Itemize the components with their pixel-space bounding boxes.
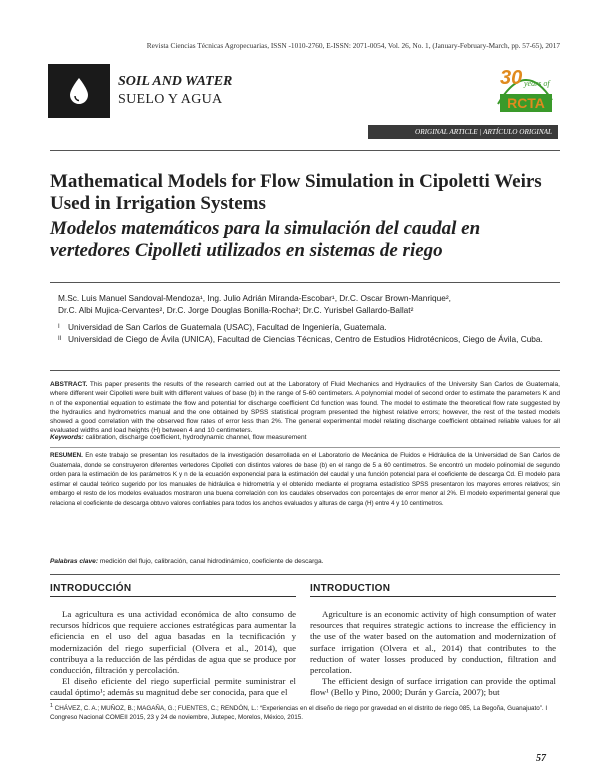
body-divider — [50, 574, 560, 575]
page-number: 57 — [536, 753, 546, 764]
resumen-label: RESUMEN. — [50, 452, 83, 459]
affiliation-text: Universidad de San Carlos de Guatemala (USAC), Facultad de Ingeniería, Guatemala. — [68, 322, 387, 332]
column-english — [310, 583, 556, 699]
keywords-text: calibration, discharge coefficient, hydrodynamic channel, flow measurement — [85, 434, 307, 441]
footnote-mark: 1 — [50, 703, 53, 709]
section-labels — [118, 74, 232, 108]
section-block — [48, 64, 232, 118]
introduccion-heading: INTRODUCCIÓN — [50, 583, 296, 597]
footnote — [50, 702, 550, 722]
introduccion-paragraph: El diseño eficiente del riego superficial permite suministrar el caudal óptimo¹; además su magnitud debe ser conocida, para que el — [50, 676, 296, 698]
rcta-30-years-logo — [494, 60, 556, 118]
title-divider — [50, 282, 560, 283]
column-spanish — [50, 583, 296, 699]
article-type-bar: ORIGINAL ARTICLE | ARTÍCULO ORIGINAL — [368, 125, 558, 139]
affiliation-item — [58, 333, 558, 345]
introduction-heading: INTRODUCTION — [310, 583, 556, 597]
introduction-paragraph: Agriculture is an economic activity of high consumption of water resources that requires strategic actions to increase the efficiency in the use of the water based on the automation and modernization of surface irrigation (Olvera et al., 2014) that contributes to the reduction of water losses produced by conduction, filtration and percolation. — [310, 609, 556, 676]
footnote-text: CHÁVEZ, C. A.; MUÑOZ, B.; MAGAÑA, G.; FUENTES, C.; RENDÓN, L.: “Experiencias en el diseño de riego por gravedad en el distrito de riego 085, La Begoña, Guanajuato”. I Congreso Nacional COMEII 2015, 23 y 24 de noviembre, Jiutepec, Morelos, México, 2015. — [50, 705, 548, 722]
introduccion-paragraph: La agricultura es una actividad económica de alto consumo de recursos hídricos que requiere acciones estratégicas para aumentar la eficiencia en el uso del agua basadas en la tecnificación y modernización del riego superficial (Olvera et al., 2014), que contribuya a la reducción de las pérdidas de agua que se produce por conducción, filtración y percolación. — [50, 609, 296, 676]
section-badge — [48, 64, 110, 118]
header-divider — [50, 150, 560, 151]
affiliation-text: Universidad de Ciego de Ávila (UNICA), Facultad de Ciencias Técnicas, Centro de Estudios Hidrotécnicos, Ciego de Ávila, Cuba. — [68, 334, 543, 344]
abstract-divider — [50, 447, 560, 448]
affiliation-mark: II — [58, 336, 62, 342]
journal-header: Revista Ciencias Técnicas Agropecuarias, ISSN -1010-2760, E-ISSN: 2071-0054, Vol. 26, No. 1, (January-February-March, pp. 57-65), 2017 — [146, 41, 560, 50]
abstract-label: ABSTRACT. — [50, 381, 88, 388]
resumen — [50, 451, 560, 508]
logo-acronym: RCTA — [507, 95, 545, 111]
author-line: Dr.C. Albi Mujica-Cervantes², Dr.C. Jorge Douglas Bonilla-Rocha²; Dr.C. Yurisbel Gallardo-Ballat² — [58, 305, 414, 315]
abstract — [50, 380, 560, 436]
affiliation-list — [58, 321, 558, 345]
logo-tagline: years of — [524, 79, 550, 88]
introduction-paragraph: The efficient design of surface irrigation can provide the optimal flow¹ (Bello y Pino, 2000; Durán y García, 2007); but — [310, 676, 556, 698]
footnote-divider — [50, 699, 140, 700]
palabras-clave-label: Palabras clave: — [50, 558, 99, 565]
keywords — [50, 434, 560, 441]
water-drop-icon — [62, 74, 96, 108]
affiliation-mark: I — [58, 324, 60, 330]
keywords-label: Keywords: — [50, 434, 84, 441]
author-list — [58, 292, 558, 316]
logo-number: 30 — [500, 67, 523, 89]
palabras-clave-text: medición del flujo, calibración, canal hidrodinámico, coeficiente de descarga. — [99, 558, 324, 565]
abstract-text: This paper presents the results of the research carried out at the Laboratory of Fluid Mechanics and Hydraulics of the University San Carlos de Guatemala, where different weir Cipolleti were built with different values of base (b) in the range of 5-60 centimeters. A polynomial model of second order to estimate the parameters K and n of the exponential equation to estimate the flow and potential for discharge coefficient Cd function was found. The model to estimate the theoretical flow rate suggested by the hydraulics and hydrometrics manual and the one obtained by SPSS statistical program presented the highest relative errors; however, the rest of the tested models showed a good correlation with the observed flow rates of error less than 2%. The general experimental model relating discharge coefficient obtained reliable values for all evaluated widths and load heights (H) between 4 and 10 centimeters. — [50, 381, 560, 435]
affiliation-item — [58, 321, 558, 333]
section-name-english: SOIL AND WATER — [118, 74, 233, 89]
author-line: M.Sc. Luis Manuel Sandoval-Mendoza¹, Ing. Julio Adrián Miranda-Escobar¹, Dr.C. Oscar Brown-Manrique², — [58, 293, 451, 303]
title-english: Mathematical Models for Flow Simulation in Cipoletti Weirs Used in Irrigation Systems — [50, 171, 542, 214]
affiliation-divider — [50, 370, 560, 371]
section-name-spanish: SUELO Y AGUA — [118, 92, 223, 107]
palabras-clave — [50, 558, 560, 565]
resumen-text: En este trabajo se presentan los resultados de la investigación desarrollada en el Laboratorio de Mecánica de Fluidos e Hidráulica de la Universidad de San Carlos de Guatemala, donde se construyeron diferentes vertedores Cipolleti con distintos valores de base (b) en el rango de 5 a 60 centímetros. Se encontró un modelo polinomial de segundo orden para la estimación de los parámetros K y n de la ecuación exponencial para la estimación del caudal y una función potencial para el coeficiente de descarga Cd. El modelo para estimar el caudal teórico sugerido por los manuales de hidráulica e hidrometría y el obtenido mediante el programa estadístico SPSS presentaron los mayores errores relativos; sin embargo el resto de los modelos evaluados mostraron una buena correlación con los caudales observados con porcentajes de error menor al 2%. El modelo experimental general que relaciona el coeficiente de descarga obtuvo valores confiables para todos los anchos evaluados y alturas de carga (H) entre 4 y 10 centímetros. — [50, 452, 561, 507]
title-spanish: Modelos matemáticos para la simulación del caudal en vertedores Cipolleti utilizados en sistemas de riego — [50, 218, 481, 261]
